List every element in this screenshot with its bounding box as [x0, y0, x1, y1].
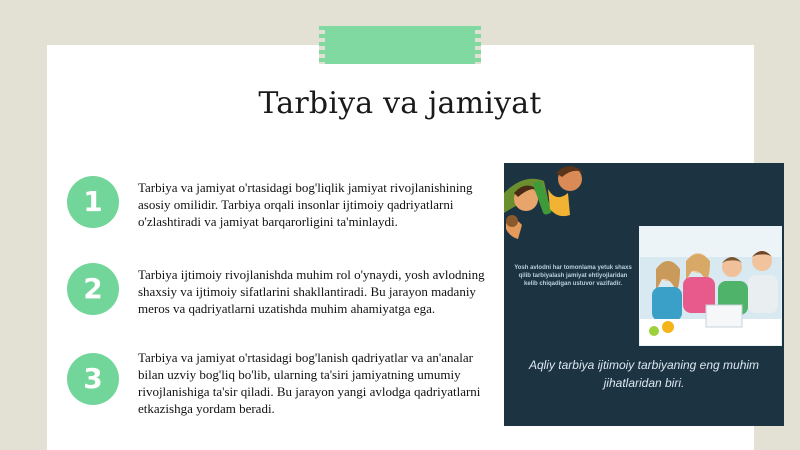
children-photo [639, 226, 782, 346]
item-text-2: Tarbiya ijtimoiy rivojlanishda muhim rol o'ynaydi, yosh avlodning shaxsiy va ijtimoiy sifatlarini shakllantiradi. Bu jarayon madaniy meros va qadriyatlarni uzatishda muhim ahamiyatga ega. [138, 267, 485, 316]
item-text-1: Tarbiya va jamiyat o'rtasidagi bog'liqlik jamiyat rivojlanishining asosiy omilidir. Tarbiya orqali insonlar ijtimoiy qadriyatlarni o'zlashtiradi va jamiyat barqarorligini ta'minlaydi. [138, 180, 473, 229]
item-number-3: 3 [67, 353, 119, 405]
decorative-tape [322, 26, 478, 64]
illustration-image [504, 163, 784, 426]
item-number-1: 1 [67, 176, 119, 228]
image-small-text: Yosh avlodni har tomonlama yetuk shaxs qilib tarbiyalash jamiyat ehtiyojlaridan kelib chiqadigan ustuvor vazifadir. [514, 265, 632, 287]
cartoon-children-decoration [504, 163, 594, 243]
item-text-3: Tarbiya va jamiyat o'rtasidagi bog'lanish qadriyatlar va an'analar bilan uzviy bog'liq bo'lib, ularning ta'siri jamiyatning umumiy rivojlanishiga ta'sir qiladi. Bu jarayon yangi avlodga qadriyatlarni etkazishga yordam beradi. [138, 350, 481, 416]
slide-title: Tarbiya va jamiyat [258, 86, 542, 121]
children-photo-graphic [640, 227, 781, 345]
item-number-2: 2 [67, 263, 119, 315]
image-caption: Aqliy tarbiya ijtimoiy tarbiyaning eng muhim jihatlaridan biri. [528, 358, 760, 390]
